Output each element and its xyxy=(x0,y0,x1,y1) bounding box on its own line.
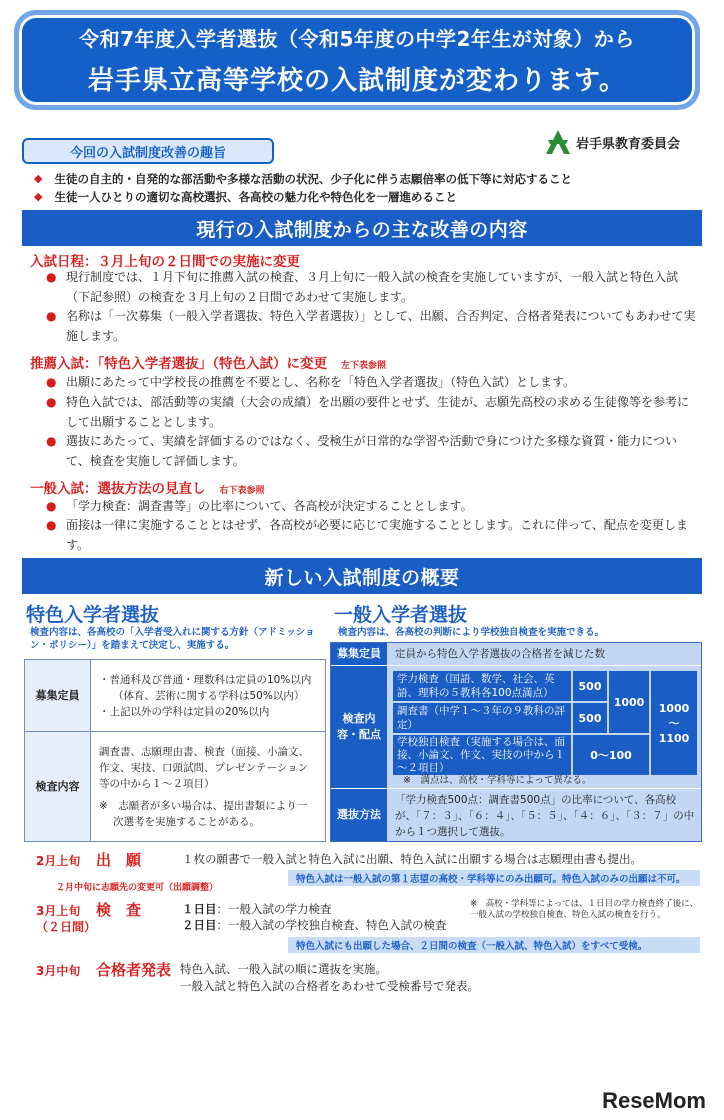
section-band-overview: 新しい入試制度の概要 xyxy=(22,558,702,594)
schedule-text-3a: 特色入試、一般入試の順に選抜を実施。 xyxy=(180,962,387,976)
bullet-item: ● 名称は「一次募集（一般入学者選抜、特色入学者選抜）」として、出願、合否判定、合格者発表についてもあわせて実施します。 xyxy=(46,309,696,343)
ippan-full-note: ※ 満点は、高校・学科等によって異なる。 xyxy=(403,775,592,786)
watermark-logo: ReseMom xyxy=(602,1088,706,1113)
bullet-item: ● 出願にあたって中学校長の推薦を不要とし、名称を「特色入学者選抜」（特色入試）とします。 xyxy=(46,375,576,389)
schedule-name-1: 出 願 xyxy=(96,851,142,869)
ippan-chosa-points: 500 xyxy=(573,703,607,733)
section-heading-ippan: 一般入試：選抜方法の見直し 右下表参照 xyxy=(30,481,265,497)
ippan-content-label: 検査内容・配点 xyxy=(331,666,387,788)
bullet-item: ● 面接は一律に実施することとはせず、各高校が必要に応じて実施することとします。これに伴って、配点を変更します。 xyxy=(46,518,688,552)
schedule-date-2b: （２日間） xyxy=(36,920,97,934)
ippan-dokuji: 学校独自検査（実施する場合は、面接、小論文、作文、実技の中から１～２項目） xyxy=(393,735,571,775)
section-heading-suisen: 推薦入試：「特色入学者選抜」（特色入試）に変更 左下表参照 xyxy=(30,356,387,372)
tokushoku-quota-value: ・普通科及び普通・理数科は定員の10%以内 （体育、芸術に関する学科は50%以内） ・上記以外の学科は定員の20%以内 xyxy=(91,660,326,732)
iwate-emblem-icon xyxy=(544,128,572,156)
title-line1: 令和7年度入学者選抜（令和5年度の中学2年生が対象）から xyxy=(79,27,635,51)
bullet-item: ● 選抜にあたって、実績を評価するのではなく、受検生が日常的な学習や活動で身につけた多様な資質・能力について、検査を実施して評価します。 xyxy=(46,434,678,468)
tokushoku-table xyxy=(24,659,326,842)
purpose-item: ◆ 生徒一人ひとりの適切な高校選択、各高校の魅力化や特色化を一層進めること xyxy=(34,190,457,204)
ippan-method-label: 選抜方法 xyxy=(331,789,387,841)
section-heading-schedule: 入試日程：３月上旬の２日間での実施に変更 xyxy=(30,254,300,270)
schedule-name-2: 検 査 xyxy=(96,901,142,919)
title-banner xyxy=(14,10,700,110)
purpose-list xyxy=(34,170,704,206)
tokushoku-content-label: 検査内容 xyxy=(25,732,91,842)
diamond-bullet-icon: ◆ xyxy=(34,190,43,203)
ippan-subtotal: 1000 xyxy=(609,671,649,733)
schedule-day1: １日目：一般入試の学力検査 xyxy=(182,902,332,916)
schedule-name-3: 合格者発表 xyxy=(96,961,172,979)
ippan-title: 一般入学者選抜 xyxy=(334,604,468,626)
schedule-date-1: 2月上旬 xyxy=(36,854,81,868)
schedule-note-2-text: ※ 高校・学科等によっては、１日目の学力検査終了後に、一般入試の学校独自検査、特色入試の検査を行う。 xyxy=(470,899,699,920)
ippan-desc: 検査内容は、各高校の判断により学校独自検査を実施できる。 xyxy=(338,627,605,638)
tokushoku-content-value: 調査書、志願理由書、検査（面接、小論文、作文、実技、口頭試問、プレゼンテーション等の中から１～２項目） ※ 志願者が多い場合は、提出書類により一次選考を実施することがある。 xyxy=(91,732,326,842)
purpose-item: ◆ 生徒の自主的・自発的な部活動や多様な活動の状況、少子化に伴う志願倍率の低下等に対応すること xyxy=(34,172,572,186)
schedule-text-3b: 一般入試と特色入試の合格者をあわせて受検番号で発表。 xyxy=(180,979,479,993)
bullet-item: ● 「学力検査：調査書等」の比率について、各高校が決定することとします。 xyxy=(46,499,473,513)
ippan-method-value: 「学力検査500点：調査書500点」の比率について、各高校が、「７：３」、「６：４」、「５：５」、「４：６」、「３：７」の中から１つ選択して選抜。 xyxy=(395,794,695,838)
schedule-date-2: 3月上旬 xyxy=(36,904,81,918)
bullet-item: ● 現行制度では、１月下旬に推薦入試の検査、３月上旬に一般入試の検査を実施していますが、一般入試と特色入試（下記参照）の検査を３月上旬の２日間であわせて実施します。 xyxy=(46,270,679,304)
title-line2: 岩手県立高等学校の入試制度が変わります。 xyxy=(88,66,626,96)
ippan-total: 1000 ～ 1100 xyxy=(651,671,697,775)
diamond-bullet-icon: ◆ xyxy=(34,172,43,185)
schedule-note-2: 特色入試にも出願した場合、２日間の検査（一般入試、特色入試）をすべて受検。 xyxy=(288,937,700,953)
bullet-item: ● 特色入試では、部活動等の実績（大会の成績）を出願の要件とせず、生徒が、志願先高校の求める生徒像等を参考にして出願することとします。 xyxy=(46,395,690,429)
schedule-sub-1: ２月中旬に志願先の変更可（出願調整） xyxy=(56,883,219,893)
ippan-gakuryoku-points: 500 xyxy=(573,671,607,701)
schedule-text-1: １枚の願書で一般入試と特色入試に出願、特色入試に出願する場合は志願理由書も提出。 xyxy=(182,852,642,866)
ippan-gakuryoku: 学力検査（国語、数学、社会、英語、理科の５教科各100点満点） xyxy=(393,671,571,701)
tokushoku-desc: 検査内容は、各高校の「入学者受入れに関する方針（アドミッション・ポリシー）」を踏まえて決定し、実施する。 xyxy=(30,627,315,651)
section-band-improvements: 現行の入試制度からの主な改善の内容 xyxy=(22,210,702,246)
tokushoku-quota-label: 募集定員 xyxy=(25,660,91,732)
ippan-dokuji-points: 0～100 xyxy=(573,735,649,775)
tokushoku-title: 特色入学者選抜 xyxy=(26,604,160,626)
ippan-quota-label: 募集定員 xyxy=(331,643,387,665)
ippan-quota-value: 定員から特色入学者選抜の合格者を減じた数 xyxy=(395,648,605,660)
ippan-chosa: 調査書（中学１～３年の９教科の評定） xyxy=(393,703,571,733)
schedule-note-1: 特色入試は一般入試の第１志望の高校・学科等にのみ出願可。特色入試のみの出願は不可。 xyxy=(288,870,700,886)
schedule-date-3: 3月中旬 xyxy=(36,964,81,978)
logo-text: 岩手県教育委員会 xyxy=(576,136,681,152)
purpose-tag: 今回の入試制度改善の趣旨 xyxy=(22,138,274,164)
schedule-day2: ２日目：一般入試の学校独自検査、特色入試の検査 xyxy=(182,918,447,932)
ippan-table xyxy=(330,642,702,842)
logo xyxy=(544,128,680,156)
